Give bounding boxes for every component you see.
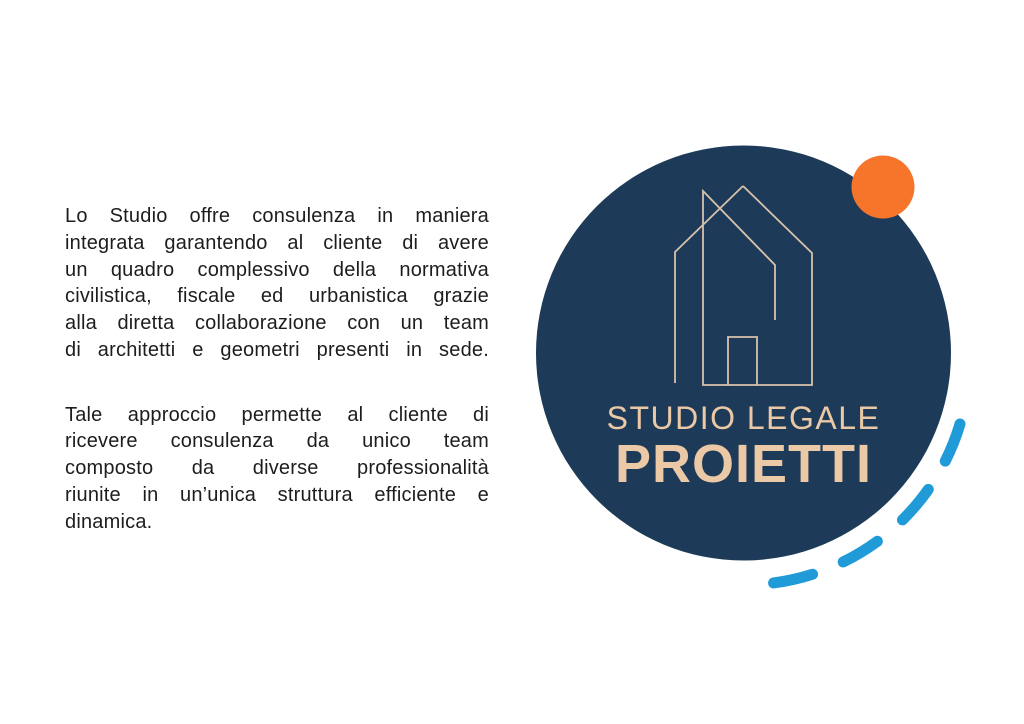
- paragraph-1: [65, 203, 489, 364]
- text-line: ricevere consulenza da unico team: [65, 430, 489, 453]
- orange-dot-icon: [852, 156, 915, 219]
- logo-wordmark-line2: PROIETTI: [614, 434, 872, 494]
- text-line: civilistica, fiscale ed urbanistica grazie: [65, 285, 489, 308]
- text-line: alla diretta collaborazione con un team: [65, 312, 489, 334]
- text-line: Tale approccio permette al cliente di: [65, 403, 489, 426]
- paragraph-2: [65, 402, 489, 536]
- text-line: Lo Studio offre consulenza in maniera: [65, 205, 489, 227]
- intro-text: [65, 203, 489, 535]
- logo-wordmark-line1: STUDIO LEGALE: [606, 400, 881, 436]
- text-line: dinamica.: [65, 510, 153, 533]
- text-line: composto da diverse professionalità: [65, 457, 489, 479]
- text-line: di architetti e geometri presenti in sede.: [65, 338, 489, 361]
- text-line: integrata garantendo al cliente di avere: [65, 231, 489, 254]
- text-line: un quadro complessivo della normativa: [65, 258, 489, 281]
- text-line: riunite in un’unica struttura efficiente e: [65, 483, 489, 506]
